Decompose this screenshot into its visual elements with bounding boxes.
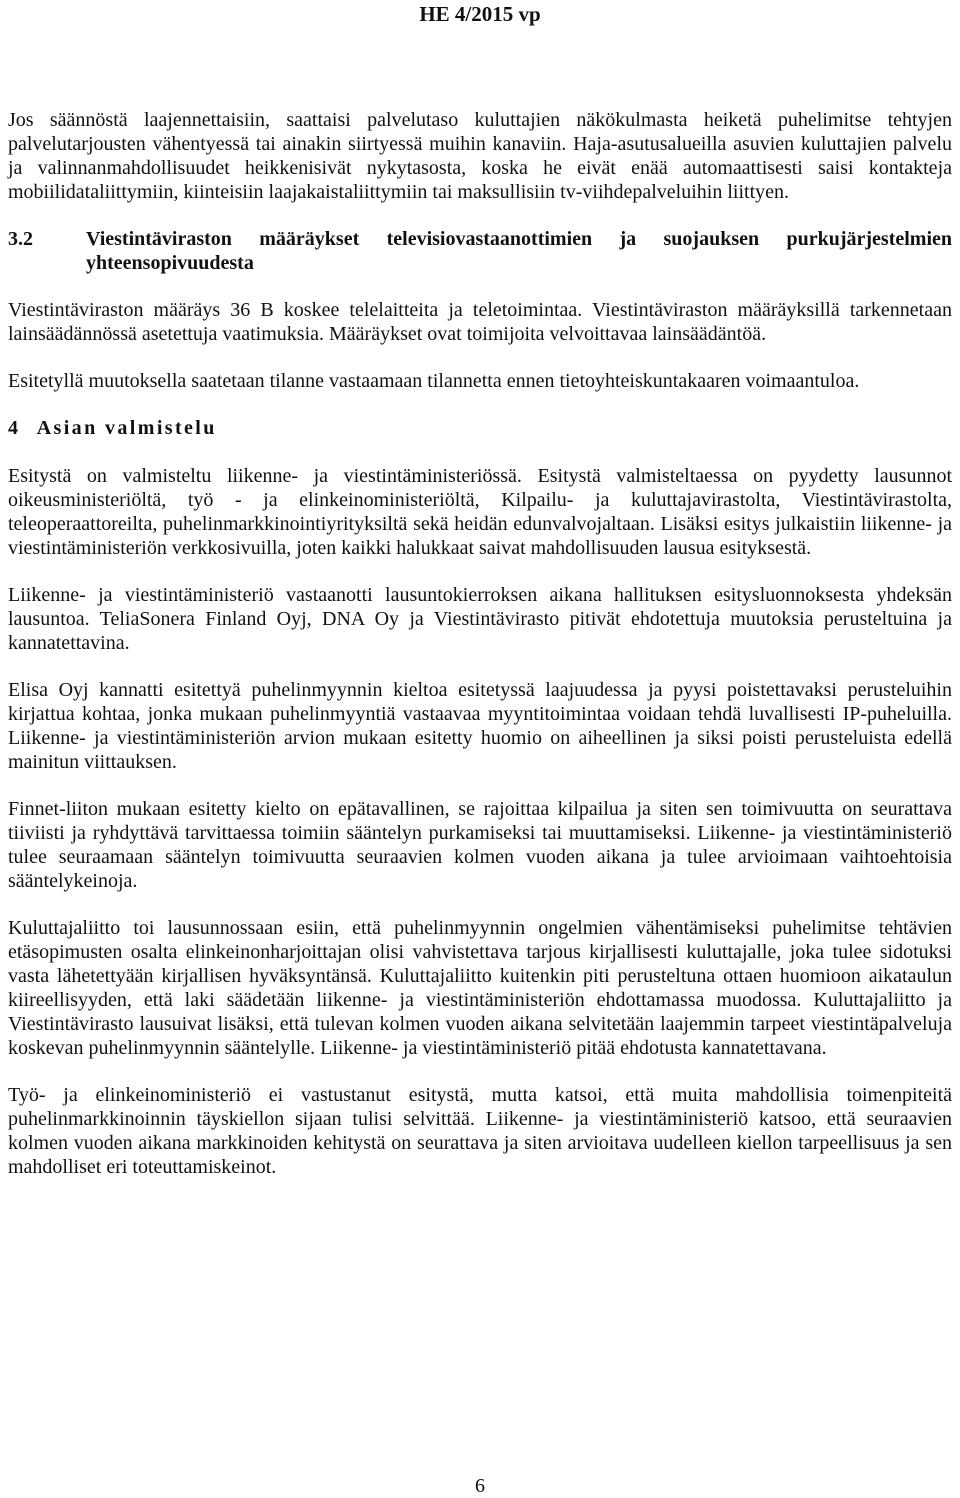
chapter-title: Asian valmistelu [36, 417, 217, 439]
section-heading-3-2 [8, 227, 952, 275]
paragraph-proposed-change: Esitetyllä muutoksella saatetaan tilanne vastaamaan tilannetta ennen tietoyhteiskuntakaaren voimaantuloa. [8, 370, 860, 392]
chapter-number: 4 [8, 417, 21, 439]
document-page [8, 0, 952, 1495]
page-number: 6 [475, 1475, 485, 1497]
paragraph-preparation: Esitystä on valmisteltu liikenne- ja viestintäministeriössä. Esitystä valmisteltaessa on pyydetty lausunnot oikeusministeriöltä, työ - ja elinkeinoministeriöltä, Kilpailu- ja kuluttajavirastolta, Viestintävirastolta, teleoperaattoreilta, puhelinmarkkinointiyrityksiltä sekä heidän edunvalvojaltaan. Lisäksi esitys julkaistiin liikenne- ja viestintäministeriön verkkosivuilla, joten kaikki halukkaat saivat mahdollisuuden lausua esityksestä. [8, 465, 952, 559]
paragraph-elisa-statement: Elisa Oyj kannatti esitettyä puhelinmyynnin kieltoa esitetyssä laajuudessa ja pyysi poistettavaksi perusteluihin kirjattua kohtaa, jonka mukaan puhelinmyyntiä vastaavaa myyntitoimintaa voidaan tehdä luvallisesti IP-puheluilla. Liikenne- ja viestintäministeriön arvion mukaan esitetty huomio on aiheellinen ja siksi poisti perusteluista edellä mainitun viittauksen. [8, 679, 952, 773]
paragraph-statements-received: Liikenne- ja viestintäministeriö vastaanotti lausuntokierroksen aikana hallituksen esitysluonnoksesta yhdeksän lausuntoa. TeliaSonera Finland Oyj, DNA Oy ja Viestintävirasto pitivät ehdotettuja muutoksia perusteltuina ja kannatettavina. [8, 584, 952, 654]
document-body [8, 108, 952, 1202]
chapter-heading-4 [8, 416, 952, 440]
section-number: 3.2 [8, 228, 33, 250]
paragraph-telemarketing-service-level: Jos säännöstä laajennettaisiin, saattaisi palvelutaso kuluttajien näkökulmasta heiketä puhelimitse tehtyjen palvelutarjousten vähentyessä tai ainakin siirtyessä muihin kanaviin. Haja-asutusalueilla asuvien kuluttajien palvelu ja valinnanmahdollisuudet heikkenisivät nykytasosta, koska he eivät enää automaattisesti saisi kontakteja mobiilidataliittymiin, kiinteisiin laajakaistaliittymiin tai maksullisiin tv-viihdepalveluihin liittyen. [8, 109, 952, 203]
paragraph-finnet-statement: Finnet-liiton mukaan esitetty kielto on epätavallinen, se rajoittaa kilpailua ja siten sen toimivuutta on seurattava tiiviisti ja ryhdyttävä tarvittaessa toimiin sääntelyn purkamiseksi tai muuttamiseksi. Liikenne- ja viestintäministeriö tulee seuraamaan sääntelyn toimivuutta seuraavien kolmen vuoden aikana ja tulee arvioimaan vaihtoehtoisia sääntelykeinoja. [8, 798, 952, 892]
paragraph-regulation-36b: Viestintäviraston määräys 36 B koskee telelaitteita ja teletoimintaa. Viestintäviraston määräyksillä tarkennetaan lainsäädännössä asetettuja vaatimuksia. Määräykset ovat toimijoita velvoittavaa lainsäädäntöä. [8, 299, 952, 345]
paragraph-employment-ministry-statement: Työ- ja elinkeinoministeriö ei vastustanut esitystä, mutta katsoi, että muita mahdollisia toimenpiteitä puhelinmarkkinoinnin täyskiellon sijaan tulisi selvittää. Liikenne- ja viestintäministeriö katsoo, että seuraavien kolmen vuoden aikana markkinoiden kehitystä on seurattava ja siten arvioitava uudelleen kiellon tarpeellisuus ja sen mahdolliset eri toteuttamiskeinot. [8, 1084, 952, 1178]
paragraph-consumers-union-statement: Kuluttajaliitto toi lausunnossaan esiin, että puhelinmyynnin ongelmien vähentämiseksi puhelimitse tehtävien etäsopimusten osalta elinkeinonharjoittajan olisi vahvistettava tarjous kirjallisesti kuluttajalle, joka tulee sidotuksi vasta lähetettyään kirjallisen hyväksyntänsä. Kuluttajaliitto kuitenkin piti perusteltuna ottaen huomioon aikataulun kiireellisyyden, että laki säädetään liikenne- ja viestintäministeriön ehdottamassa muodossa. Kuluttajaliitto ja Viestintävirasto lausuivat lisäksi, että tulevan kolmen vuoden aikana selvitetään laajemmin tarpeet viestintäpalveluja koskevan puhelinmyynnin sääntelylle. Liikenne- ja viestintäministeriö pitää ehdotusta kannatettavana. [8, 917, 952, 1059]
document-header: HE 4/2015 vp [419, 2, 541, 26]
section-title: Viestintäviraston määräykset televisiovastaanottimien ja suojauksen purkujärjestelmien yhteensopivuudesta [86, 228, 952, 274]
